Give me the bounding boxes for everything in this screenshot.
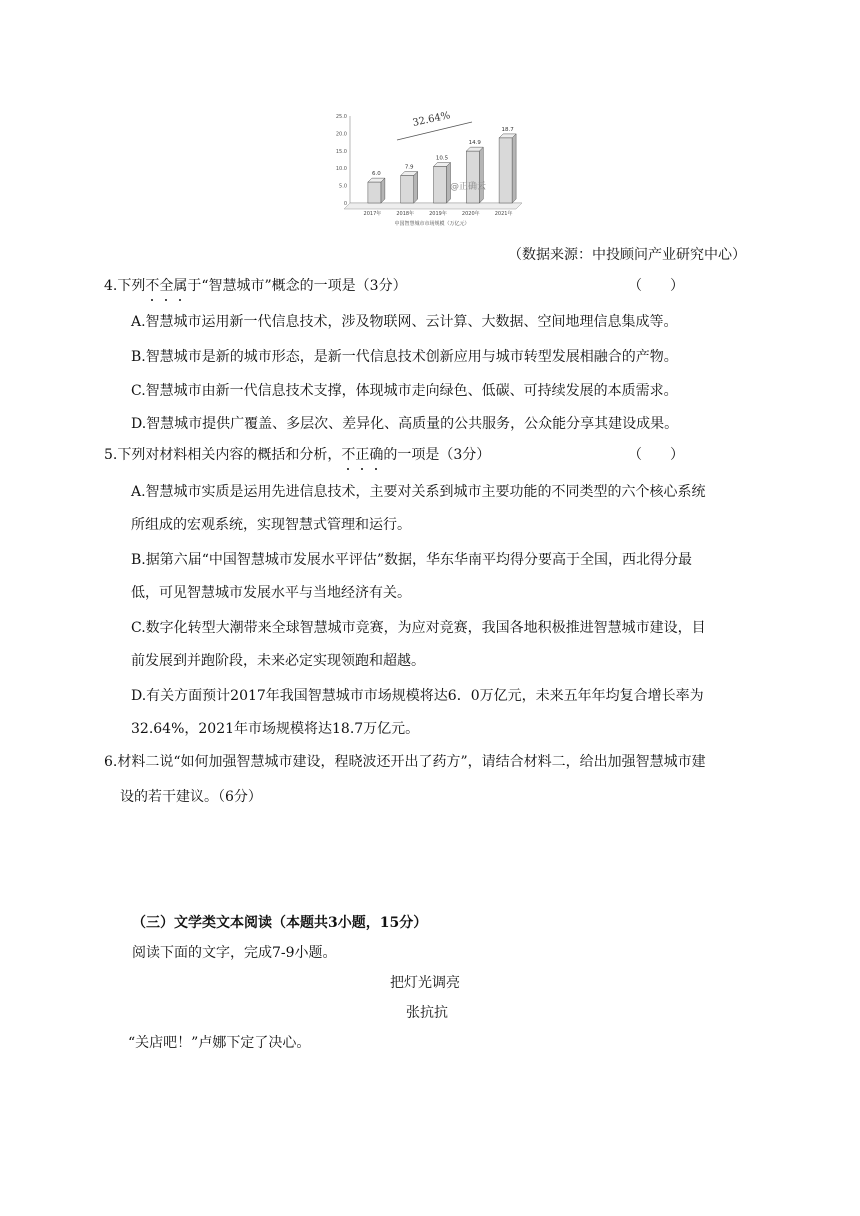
q6-line1: 6.材料二说“如何加强智慧城市建设，程晓波还开出了药方”，请结合材料二，给出加强智慧城市建	[104, 754, 706, 770]
q5-option-c-line2: 前发展到并跑阶段，未来必定实现领跑和超越。	[131, 653, 425, 669]
story-title: 把灯光调亮	[390, 975, 460, 991]
x-tick-label: 2017年	[363, 211, 382, 217]
q5-option-a-line2: 所组成的宏观系统，实现智慧式管理和运行。	[131, 517, 411, 533]
chart-source: （数据来源：中投顾问产业研究中心）	[508, 247, 746, 263]
y-tick-label: 15.0	[335, 148, 347, 155]
q4-option-c: C.智慧城市由新一代信息技术支撑，体现城市走向绿色、低碳、可持续发展的本质需求。	[131, 383, 678, 399]
y-tick-label: 25.0	[335, 114, 347, 120]
q6-line2: 设的若干建议。（6分）	[120, 789, 262, 805]
bar	[499, 138, 512, 203]
y-tick-label: 20.0	[335, 131, 347, 138]
y-tick-label: 10.0	[335, 166, 347, 173]
q5-option-d-line1: D.有关方面预计2017年我国智慧城市市场规模将达6．0万亿元，未来五年年均复合增长率为	[131, 688, 704, 704]
bar-side	[479, 147, 483, 203]
section3-heading: （三）文学类文本阅读（本题共3小题，15分）	[132, 915, 428, 931]
q5-option-c-line1: C.数字化转型大潮带来全球智慧城市竞赛，为应对竞赛，我国各地积极推进智慧城市建设，目	[131, 620, 706, 636]
bar-value-label: 7.9	[404, 164, 414, 171]
bar-value-label: 6.0	[372, 171, 381, 178]
market-size-bar-chart	[322, 108, 532, 238]
x-tick-label: 2018年	[396, 211, 415, 217]
q5-answer-paren: （ ）	[628, 447, 684, 463]
bar	[401, 176, 414, 203]
section3-instruction: 阅读下面的文字，完成7-9小题。	[132, 945, 337, 961]
q4-option-a: A.智慧城市运用新一代信息技术，涉及物联网、云计算、大数据、空间地理信息集成等。	[131, 314, 678, 330]
q5-option-d-line2: 32.64%，2021年市场规模将达18.7万亿元。	[131, 721, 420, 737]
x-axis-label: 中国智慧城市市场规模（万亿元）	[394, 221, 470, 227]
bar-value-label: 10.5	[435, 155, 449, 162]
q5-option-b-line1: B.据第六届“中国智慧城市发展水平评估”数据，华东华南平均得分要高于全国，西北得分最	[131, 552, 693, 568]
chart-floor	[344, 203, 522, 209]
growth-rate-annotation: 32.64%	[411, 110, 452, 129]
x-tick-label: 2019年	[429, 211, 447, 217]
q4-stem: 4.下列不全属于“智慧城市”概念的一项是（3分）	[104, 278, 407, 294]
x-tick-label: 2020年	[461, 211, 480, 217]
bar-side	[414, 172, 418, 203]
x-tick-label: 2021年	[494, 211, 513, 217]
y-tick-label: 5.0	[339, 183, 347, 190]
bar-value-label: 14.9	[468, 140, 481, 147]
q4-answer-paren: （ ）	[628, 278, 684, 294]
bar	[368, 182, 381, 203]
y-tick-label: 0	[343, 201, 347, 207]
story-author: 张抗抗	[406, 1005, 448, 1021]
q5-option-b-line2: 低，可见智慧城市发展水平与当地经济有关。	[131, 585, 411, 601]
bar-value-label: 18.7	[501, 126, 514, 133]
bar	[466, 151, 479, 203]
bar	[434, 166, 447, 203]
q5-option-a-line1: A.智慧城市实质是运用先进信息技术，主要对关系到城市主要功能的不同类型的六个核心系统	[131, 484, 706, 500]
q5-stem: 5.下列对材料相关内容的概括和分析，不正确的一项是（3分）	[104, 447, 491, 463]
q4-option-d: D.智慧城市提供广覆盖、多层次、差异化、高质量的公共服务，公众能分享其建设成果。	[131, 416, 679, 432]
growth-trend-line	[397, 122, 472, 140]
story-first-line: “关店吧！”卢娜下定了决心。	[128, 1035, 311, 1051]
q4-option-b: B.智慧城市是新的城市形态，是新一代信息技术创新应用与城市转型发展相融合的产物。	[131, 349, 678, 365]
watermark-text: @正确云	[449, 182, 487, 192]
bar-side	[512, 134, 516, 203]
